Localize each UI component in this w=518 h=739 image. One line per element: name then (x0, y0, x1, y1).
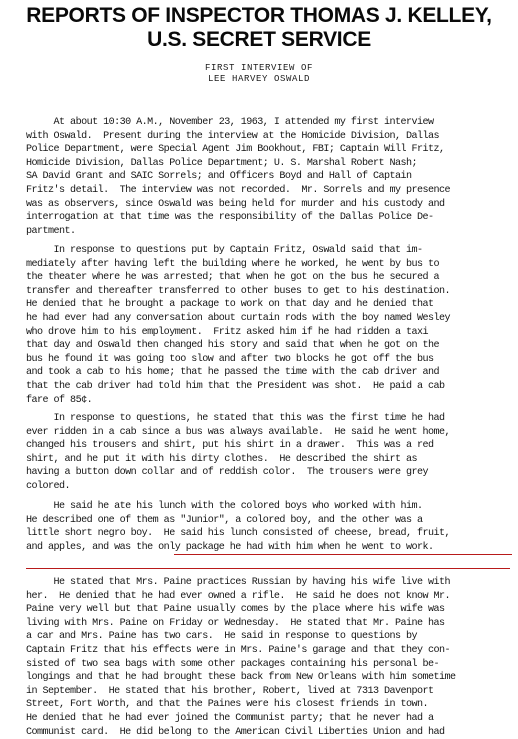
text-line: in September. He stated that his brother, Robert, lived at 7313 Davenport (26, 685, 434, 697)
text-line: transfer and thereafter transferred to other buses to get to his destination. (26, 285, 451, 297)
text-line: In response to questions put by Captain Fritz, Oswald said that im- (26, 245, 423, 256)
text-line: He stated that Mrs. Paine practices Russian by having his wife live with (26, 577, 451, 588)
text-line: mediately after having left the building where he worked, he went by bus to (26, 258, 440, 270)
text-line: that the cab driver had told him that the President was shot. He paid a cab (26, 380, 445, 392)
text-line: longings and that he had brought these back from New Orleans with him sometime (26, 672, 456, 684)
text-line: He denied that he had ever joined the Communist party; that he never had a (26, 712, 434, 724)
text-line: little short negro boy. He said his lunch consisted of cheese, bread, fruit, (26, 528, 451, 540)
text-line: having a button down collar and of reddish color. The trousers were grey (26, 467, 429, 479)
paragraph-paine-and-belongings (26, 576, 512, 739)
text-line: he had ever had any conversation about curtain rods with the boy named Wesley (26, 312, 451, 324)
paragraph-lunch (26, 500, 512, 554)
text-line: fare of 85¢. (26, 394, 93, 406)
text-line: He described one of them as "Junior", a colored boy, and the other was a (26, 514, 423, 526)
text-line: In response to questions, he stated that this was the first time he had (26, 413, 445, 424)
text-line: Captain Fritz that his effects were in Mrs. Paine's garage and that they con- (26, 644, 451, 656)
text-line: Street, Fort Worth, and that the Paines were his closest friends in town. (26, 699, 429, 711)
text-line: that day and Oswald then changed his story and said that when he got on the (26, 340, 440, 352)
text-line: her. He denied that he had ever owned a rifle. He said he does not know Mr. (26, 590, 451, 602)
text-line: Police Department, were Special Agent Jim Bookhout, FBI; Captain Will Fritz, (26, 144, 445, 156)
paragraph-clothing (26, 412, 512, 494)
text-line: At about 10:30 A.M., November 23, 1963, I attended my first interview (26, 117, 434, 128)
text-line: Paine very well but that Paine usually comes by the place where his wife was (26, 604, 445, 616)
paragraph-bus-and-taxi (26, 244, 512, 407)
text-line: the theater where he was arrested; that when he got on the bus he secured a (26, 272, 440, 284)
text-line: partment. (26, 225, 76, 237)
text-line: sisted of two sea bags with some other packages containing his personal be- (26, 658, 440, 670)
text-line: ever ridden in a cab since a bus was always available. He said he went home, (26, 426, 451, 438)
text-line: Homicide Division, Dallas Police Department; U. S. Marshal Robert Nash; (26, 157, 418, 169)
text-line: living with Mrs. Paine on Friday or Wednesday. He stated that Mr. Paine has (26, 617, 445, 629)
text-line: was as observers, since Oswald was being held for murder and his custody and (26, 198, 445, 210)
text-line: a car and Mrs. Paine has two cars. He said in response to questions by (26, 631, 418, 643)
text-line: changed his trousers and shirt, put his shirt in a drawer. This was a red (26, 440, 434, 452)
red-underline-mark (174, 554, 512, 555)
text-line: shirt, and he put it with his dirty clothes. He described the shirt as (26, 453, 418, 465)
interview-subtitle: FIRST INTERVIEW OF (204, 63, 314, 73)
report-title: REPORTS OF INSPECTOR THOMAS J. KELLEY, (26, 4, 492, 27)
text-line: He said he ate his lunch with the colored boys who worked with him. (26, 501, 423, 512)
text-line: He denied that he brought a package to work on that day and he denied that (26, 299, 434, 311)
text-line: Communist card. He did belong to the American Civil Liberties Union and had (26, 726, 445, 738)
paragraph-interview-attendance (26, 116, 512, 238)
text-line: with Oswald. Present during the interview at the Homicide Division, Dallas (26, 130, 440, 142)
interview-subject: LEE HARVEY OSWALD (207, 74, 310, 84)
text-line: bus he found it was going too slow and after two blocks he got off the bus (26, 353, 434, 365)
report-agency: U.S. SECRET SERVICE (147, 28, 371, 51)
red-underline-mark (26, 568, 510, 569)
text-line: who drove him to his employment. Fritz asked him if he had ridden a taxi (26, 326, 429, 338)
text-line: interrogation at that time was the responsibility of the Dallas Police De- (26, 212, 434, 224)
text-line: and took a cab to his home; that he passed the time with the cab driver and (26, 367, 440, 379)
text-line: SA David Grant and SAIC Sorrels; and Officers Boyd and Hall of Captain (26, 171, 412, 183)
text-line: Fritz's detail. The interview was not recorded. Mr. Sorrels and my presence (26, 184, 451, 196)
text-line: and apples, and was the only package he had with him when he went to work. (26, 541, 434, 553)
text-line: colored. (26, 480, 71, 492)
